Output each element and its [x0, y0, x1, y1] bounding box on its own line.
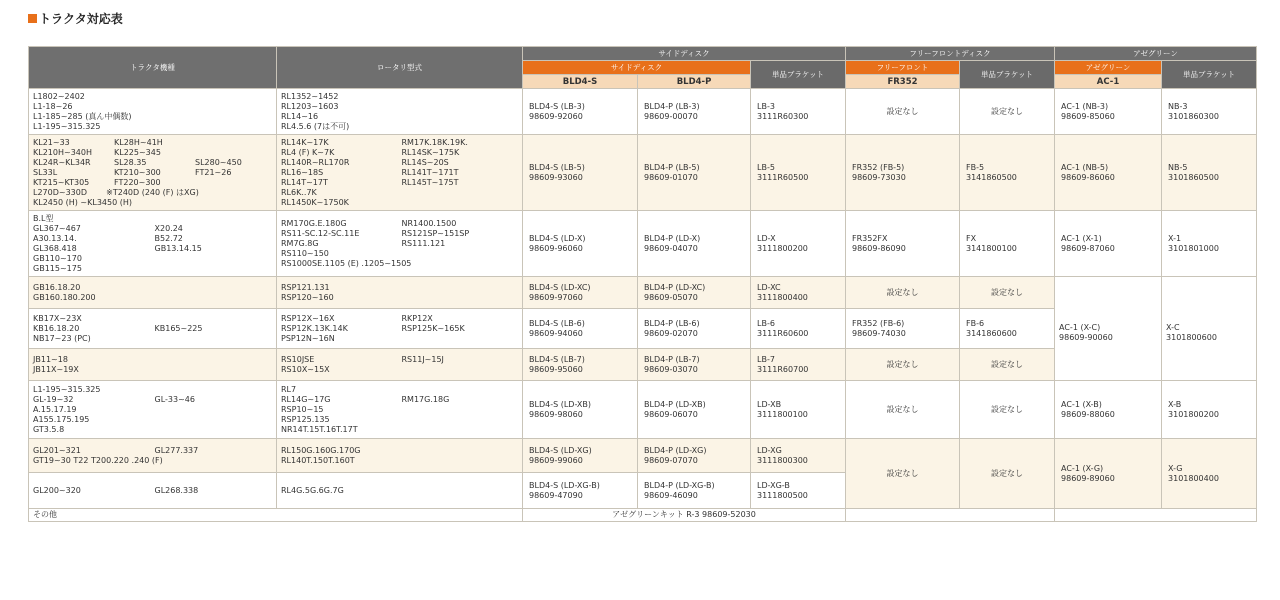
bld4s-cell: BLD4-S (LD-XG) 98609-99060 [523, 439, 638, 473]
fr-bracket-cell: 設定なし [960, 381, 1055, 439]
title-text: トラクタ対応表 [39, 12, 123, 26]
footer-empty-1 [846, 509, 1055, 522]
tractor-cell: GL201~321 GL277.337 GT19~30 T22 T200.220 .240 (F) [29, 439, 277, 473]
fr-bracket-cell-merged: 設定なし [960, 439, 1055, 509]
bld4p-cell: BLD4-P (LD-XB) 98609-06070 [638, 381, 751, 439]
bracket-cell: LB-6 3111R60600 [751, 309, 846, 349]
bld4p-cell: BLD4-P (LD-XC) 98609-05070 [638, 277, 751, 309]
fr352-cell: FR352FX 98609-86090 [846, 211, 960, 277]
bld4p-cell: BLD4-P (LB-3) 98609-00070 [638, 89, 751, 135]
header-tractor-model: トラクタ機種 [29, 47, 277, 89]
ac-bracket-cell: X-B 3101800200 [1162, 381, 1257, 439]
rotary-cell: RM170G.E.180G NR1400.1500 RS11-SC.12-SC.11E RS121SP~151SP RM7G.8G RS111.121 RS110~150 RS1000SE.1105 (E) .1205~1505 [277, 211, 523, 277]
tractor-cell: GL200~320 GL268.338 [29, 473, 277, 509]
bld4s-cell: BLD4-S (LB-6) 98609-94060 [523, 309, 638, 349]
bld4p-cell: BLD4-P (LB-6) 98609-02070 [638, 309, 751, 349]
header-bld4s: BLD4-S [523, 75, 638, 89]
bld4s-cell: BLD4-S (LD-X) 98609-96060 [523, 211, 638, 277]
tractor-cell: JB11~18 JB11X~19X [29, 349, 277, 381]
rotary-cell: RL7 RL14G~17G RM17G.18G RSP10~15 RSP125.135 NR14T.15T.16T.17T [277, 381, 523, 439]
bld4s-cell: BLD4-S (LB-5) 98609-93060 [523, 135, 638, 211]
ac1-cell: AC-1 (NB-3) 98609-85060 [1055, 89, 1162, 135]
ac1-cell-merged: AC-1 (X-G) 98609-89060 [1055, 439, 1162, 509]
fr352-cell: FR352 (FB-5) 98609-73030 [846, 135, 960, 211]
header-free-front-sub: フリーフロント [846, 61, 960, 75]
bracket-cell: LB-7 3111R60700 [751, 349, 846, 381]
rotary-cell: RSP12X~16X RKP12X RSP12K.13K.14K RSP125K~165K PSP12N~16N [277, 309, 523, 349]
rotary-cell: RS10JSE RS11J~15J RS10X~15X [277, 349, 523, 381]
fr-bracket-cell: 設定なし [960, 89, 1055, 135]
header-azegreen-sub: アゼグリーン [1055, 61, 1162, 75]
orange-square-icon [28, 14, 37, 23]
fr-bracket-cell: 設定なし [960, 349, 1055, 381]
header-single-bracket: 単品ブラケット [751, 61, 846, 89]
tractor-compatibility-table [28, 46, 1257, 522]
bracket-cell: LB-5 3111R60500 [751, 135, 846, 211]
ac-bracket-cell-merged: X-G 3101800400 [1162, 439, 1257, 509]
bld4s-cell: BLD4-S (LD-XC) 98609-97060 [523, 277, 638, 309]
header-single-bracket-3: 単品ブラケット [1162, 61, 1257, 89]
header-side-disc-sub: サイドディスク [523, 61, 751, 75]
bld4p-cell: BLD4-P (LD-XG) 98609-07070 [638, 439, 751, 473]
tractor-cell: GB16.18.20 GB160.180.200 [29, 277, 277, 309]
bracket-cell: LD-X 3111800200 [751, 211, 846, 277]
bld4p-cell: BLD4-P (LB-5) 98609-01070 [638, 135, 751, 211]
fr-bracket-cell: FB-6 3141860600 [960, 309, 1055, 349]
tractor-cell: B.L型 GL367~467 X20.24 A30.13.14. B52.72 GL368.418 GB13.14.15 GB110~170 GB115~175 [29, 211, 277, 277]
bracket-cell: LB-3 3111R60300 [751, 89, 846, 135]
bld4p-cell: BLD4-P (LD-X) 98609-04070 [638, 211, 751, 277]
fr352-cell-merged: 設定なし [846, 439, 960, 509]
footer-other-label: その他 [29, 509, 523, 522]
azegreen-kit-note: アゼグリーンキット R-3 98609-52030 [523, 509, 846, 522]
ac-bracket-cell: NB-5 3101860500 [1162, 135, 1257, 211]
rotary-cell: RSP121.131 RSP120~160 [277, 277, 523, 309]
bracket-cell: LD-XB 3111800100 [751, 381, 846, 439]
bld4s-cell: BLD4-S (LD-XG-B) 98609-47090 [523, 473, 638, 509]
ac1-cell-merged: AC-1 (X-C) 98609-90060 [1055, 277, 1162, 381]
ac1-cell: AC-1 (X-1) 98609-87060 [1055, 211, 1162, 277]
bld4p-cell: BLD4-P (LB-7) 98609-03070 [638, 349, 751, 381]
rotary-cell: RL150G.160G.170G RL140T.150T.160T [277, 439, 523, 473]
header-ac1: AC-1 [1055, 75, 1162, 89]
header-single-bracket-2: 単品ブラケット [960, 61, 1055, 89]
fr352-cell: 設定なし [846, 381, 960, 439]
fr352-cell: FR352 (FB-6) 98609-74030 [846, 309, 960, 349]
tractor-cell: KL21~33 KL28H~41H KL210H~340H KL225~345 KL24R~KL34R SL28.35 SL280~450 SL33L KT210~300 FT21~26 KT215~KT305 FT220~300 L270D~330D ※T240D (240 (F) はXG) KL2450 (H) ~KL3450 (H) [29, 135, 277, 211]
ac-bracket-cell: NB-3 3101860300 [1162, 89, 1257, 135]
bracket-cell: LD-XG 3111800300 [751, 439, 846, 473]
bracket-cell: LD-XG-B 3111800500 [751, 473, 846, 509]
fr-bracket-cell: FB-5 3141860500 [960, 135, 1055, 211]
tractor-cell: KB17X~23X KB16.18.20 KB165~225 NB17~23 (PC) [29, 309, 277, 349]
table-body [29, 89, 1257, 522]
bld4s-cell: BLD4-S (LB-3) 98609-92060 [523, 89, 638, 135]
fr352-cell: 設定なし [846, 349, 960, 381]
header-rotary-model: ロータリ型式 [277, 47, 523, 89]
ac1-cell: AC-1 (X-B) 98609-88060 [1055, 381, 1162, 439]
tractor-cell: L1-195~315.325 GL-19~32 GL-33~46 A.15.17.19 A155.175.195 GT3.5.8 [29, 381, 277, 439]
fr352-cell: 設定なし [846, 89, 960, 135]
footer-empty-2 [1055, 509, 1257, 522]
page-title [28, 10, 123, 27]
ac-bracket-cell-merged: X-C 3101800600 [1162, 277, 1257, 381]
rotary-cell: RL1352~1452 RL1203~1603 RL14~16 RL4.5.6 (7は不可) [277, 89, 523, 135]
header-side-disc-group: サイドディスク [523, 47, 846, 61]
ac1-cell: AC-1 (NB-5) 98609-86060 [1055, 135, 1162, 211]
bld4s-cell: BLD4-S (LB-7) 98609-95060 [523, 349, 638, 381]
rotary-cell: RL14K~17K RM17K.18K.19K. RL4 (F) K~7K RL14SK~175K RL140R~RL170R RL14S~20S RL16~18S RL141T~171T RL14T~17T RL145T~175T RL6K..7K RL1450K~1750K [277, 135, 523, 211]
header-azegreen-group: アゼグリーン [1055, 47, 1257, 61]
rotary-cell: RL4G.5G.6G.7G [277, 473, 523, 509]
header-fr352: FR352 [846, 75, 960, 89]
fr-bracket-cell: 設定なし [960, 277, 1055, 309]
tractor-cell: L1802~2402 L1-18~26 L1-185~285 (真ん中偶数) L1-195~315.325 [29, 89, 277, 135]
fr-bracket-cell: FX 3141800100 [960, 211, 1055, 277]
bld4p-cell: BLD4-P (LD-XG-B) 98609-46090 [638, 473, 751, 509]
header-free-front-group: フリーフロントディスク [846, 47, 1055, 61]
ac-bracket-cell: X-1 3101801000 [1162, 211, 1257, 277]
header-bld4p: BLD4-P [638, 75, 751, 89]
bracket-cell: LD-XC 3111800400 [751, 277, 846, 309]
bld4s-cell: BLD4-S (LD-XB) 98609-98060 [523, 381, 638, 439]
fr352-cell: 設定なし [846, 277, 960, 309]
